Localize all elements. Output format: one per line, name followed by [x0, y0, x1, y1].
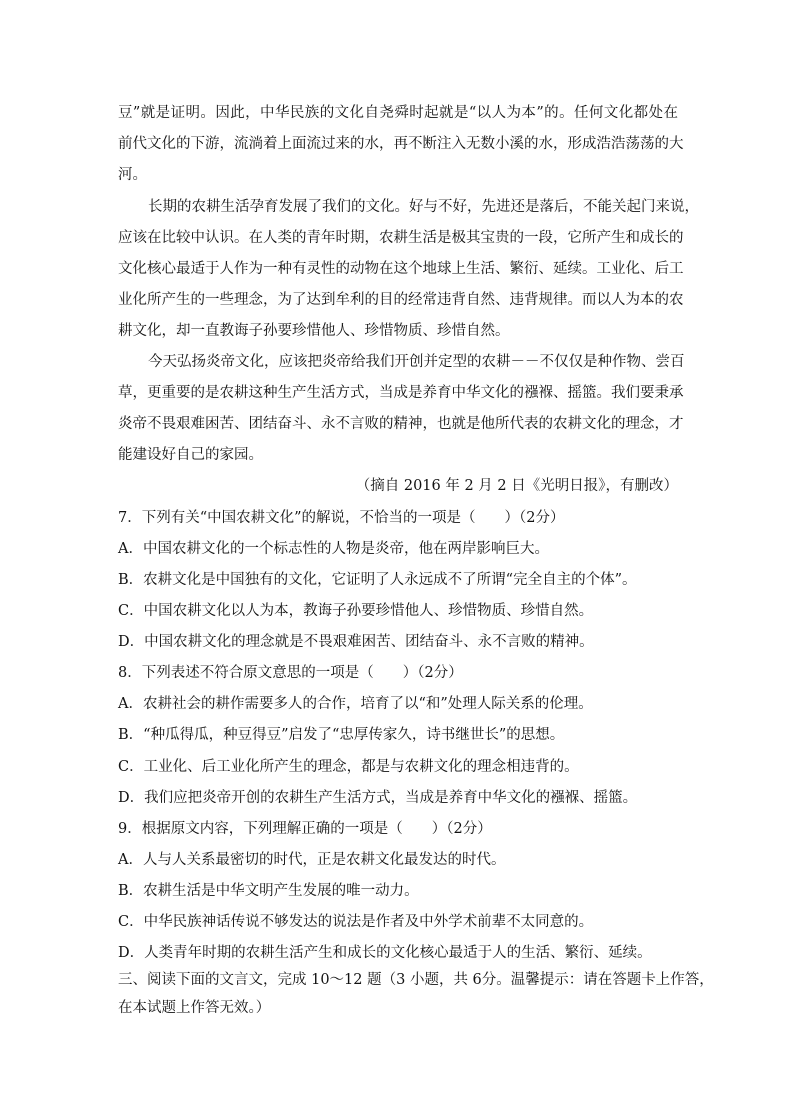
- para2-line-1: 长期的农耕生活孕育发展了我们的文化。好与不好，先进还是落后，不能关起门来说，: [148, 199, 699, 215]
- section-3-instruction-line-2: 在本试题上作答无效。）: [118, 1000, 271, 1016]
- para3-line-4: 能建设好自己的家园。: [118, 447, 263, 463]
- para3-line-2: 草，更重要的是农耕这种生产生活方式，当成是养育中华文化的襁褓、摇篮。我们要秉承: [118, 385, 684, 401]
- question-8-option-a: A．农耕社会的耕作需要多人的合作，培育了以“和”处理人际关系的伦理。: [118, 696, 593, 712]
- para3-line-3: 炎帝不畏艰难困苦、团结奋斗、永不言败的精神，也就是他所代表的农耕文化的理念，才: [118, 416, 684, 432]
- para1-line-3: 河。: [118, 167, 147, 183]
- question-8-option-b: B．“种瓜得瓜，种豆得豆”启发了“忠厚传家久，诗书继世长”的思想。: [118, 727, 565, 743]
- para1-line-1: 豆”就是证明。因此，中华民族的文化自尧舜时起就是“以人为本”的。任何文化都处在: [118, 105, 678, 121]
- question-8-option-c: C．工业化、后工业化所产生的理念，都是与农耕文化的理念相违背的。: [118, 759, 579, 775]
- question-9-option-d: D．人类青年时期的农耕生活产生和成长的文化核心最适于人的生活、繁衍、延续。: [118, 945, 652, 961]
- question-7-option-c: C．中国农耕文化以人为本，教诲子孙要珍惜他人、珍惜物质、珍惜自然。: [118, 603, 594, 619]
- para2-line-3: 文化核心最适于人作为一种有灵性的动物在这个地球上生活、繁衍、延续。工业化、后工: [118, 261, 684, 277]
- para1-line-2: 前代文化的下游，流淌着上面流过来的水，再不断注入无数小溪的水，形成浩浩荡荡的大: [118, 136, 684, 152]
- question-9-stem: 9．根据原文内容，下列理解正确的一项是（ ）（2分）: [118, 821, 492, 837]
- question-9-option-c: C．中华民族神话传说不够发达的说法是作者及中外学术前辈不太同意的。: [118, 914, 594, 930]
- question-8-stem: 8．下列表述不符合原文意思的一项是（ ）（2分）: [118, 665, 463, 681]
- source-citation: （摘自 2016 年 2 月 2 日《光明日报》，有删改）: [355, 478, 678, 494]
- section-3-instruction-line-1: 三、阅读下面的文言文，完成 10～12 题（3 小题，共 6分。温馨提示：请在答题卡上作答，: [118, 972, 714, 988]
- question-8-option-d: D．我们应把炎帝开创的农耕生产生活方式，当成是养育中华文化的襁褓、摇篮。: [118, 790, 638, 806]
- para3-line-1: 今天弘扬炎帝文化，应该把炎帝给我们开创并定型的农耕－－不仅仅是种作物、尝百: [148, 354, 685, 370]
- para2-line-5: 耕文化，却一直教诲子孙要珍惜他人、珍惜物质、珍惜自然。: [118, 323, 510, 339]
- question-9-option-b: B．农耕生活是中华文明产生发展的唯一动力。: [118, 883, 419, 899]
- para2-line-2: 应该在比较中认识。在人类的青年时期，农耕生活是极其宝贵的一段，它所产生和成长的: [118, 230, 684, 246]
- question-7-option-d: D．中国农耕文化的理念就是不畏艰难困苦、团结奋斗、永不言败的精神。: [118, 634, 594, 650]
- question-7-stem: 7．下列有关“中国农耕文化”的解说，不恰当的一项是（ ）（2分）: [118, 510, 565, 526]
- para2-line-4: 业化所产生的一些理念，为了达到牟利的目的经常违背自然、违背规律。而以人为本的农: [118, 292, 684, 308]
- question-7-option-b: B．农耕文化是中国独有的文化，它证明了人永远成不了所谓“完全自主的个体”。: [118, 572, 637, 588]
- question-7-option-a: A．中国农耕文化的一个标志性的人物是炎帝，他在两岸影响巨大。: [118, 541, 549, 557]
- question-9-option-a: A．人与人关系最密切的时代，正是农耕文化最发达的时代。: [118, 852, 506, 868]
